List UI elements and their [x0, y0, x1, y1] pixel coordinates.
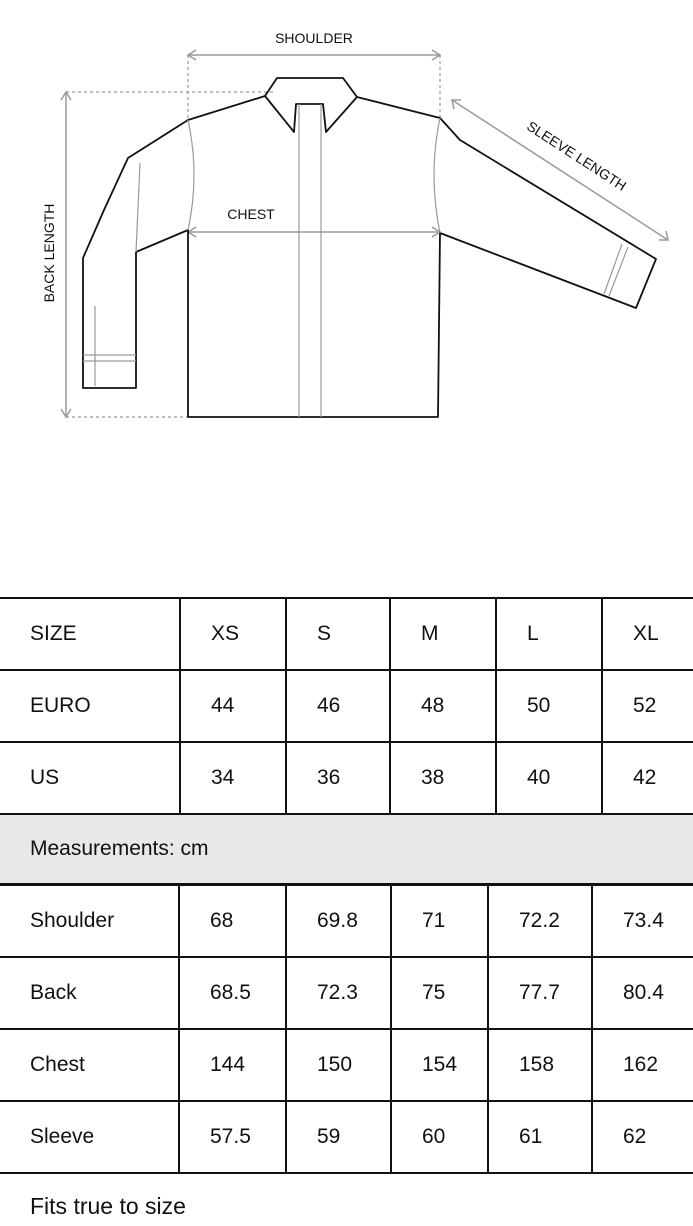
back-row	[0, 957, 693, 1029]
size-m-header: M	[390, 598, 496, 670]
chest-l: 158	[488, 1029, 592, 1101]
size-header-label: SIZE	[0, 598, 180, 670]
euro-m: 48	[390, 670, 496, 742]
us-s: 36	[286, 742, 390, 814]
shoulder-xs: 68	[179, 885, 286, 957]
us-size-row	[0, 742, 693, 814]
shoulder-xl: 73.4	[592, 885, 693, 957]
size-xl-header: XL	[602, 598, 693, 670]
shoulder-m: 71	[391, 885, 488, 957]
chest-row	[0, 1029, 693, 1101]
sleeve-s: 59	[286, 1101, 391, 1173]
chest-xs: 144	[179, 1029, 286, 1101]
back-xl: 80.4	[592, 957, 693, 1029]
size-l-header: L	[496, 598, 602, 670]
back-length-label: BACK LENGTH	[41, 203, 57, 303]
measurements-unit-banner	[0, 813, 693, 885]
euro-xl: 52	[602, 670, 693, 742]
measure-arrows	[61, 50, 668, 417]
back-m: 75	[391, 957, 488, 1029]
sleeve-length-label: SLEEVE LENGTH	[524, 117, 630, 194]
size-xs-header: XS	[180, 598, 286, 670]
euro-label: EURO	[0, 670, 180, 742]
dashed-guides	[66, 55, 440, 417]
back-s: 72.3	[286, 957, 391, 1029]
chest-s: 150	[286, 1029, 391, 1101]
fit-note: Fits true to size	[30, 1193, 186, 1219]
chest-label: CHEST	[227, 206, 275, 222]
sleeve-row	[0, 1101, 693, 1173]
sleeve-xl: 62	[592, 1101, 693, 1173]
shoulder-l: 72.2	[488, 885, 592, 957]
euro-xs: 44	[180, 670, 286, 742]
us-label: US	[0, 742, 180, 814]
shoulder-label-cell: Shoulder	[0, 885, 179, 957]
us-l: 40	[496, 742, 602, 814]
chest-xl: 162	[592, 1029, 693, 1101]
measurements-unit-label: Measurements: cm	[30, 837, 209, 860]
measurements-table	[0, 884, 693, 1174]
shoulder-s: 69.8	[286, 885, 391, 957]
us-xs: 34	[180, 742, 286, 814]
euro-size-row	[0, 670, 693, 742]
euro-l: 50	[496, 670, 602, 742]
euro-s: 46	[286, 670, 390, 742]
size-header-row	[0, 598, 693, 670]
size-s-header: S	[286, 598, 390, 670]
shirt-measurement-diagram	[0, 0, 693, 440]
shoulder-label: SHOULDER	[275, 30, 353, 46]
sleeve-xs: 57.5	[179, 1101, 286, 1173]
back-xs: 68.5	[179, 957, 286, 1029]
sleeve-l: 61	[488, 1101, 592, 1173]
shirt-details	[83, 104, 628, 417]
us-m: 38	[390, 742, 496, 814]
chest-m: 154	[391, 1029, 488, 1101]
shirt-outline	[83, 78, 656, 417]
chest-label-cell: Chest	[0, 1029, 179, 1101]
sleeve-label-cell: Sleeve	[0, 1101, 179, 1173]
us-xl: 42	[602, 742, 693, 814]
sleeve-m: 60	[391, 1101, 488, 1173]
size-conversion-table	[0, 597, 693, 815]
back-label-cell: Back	[0, 957, 179, 1029]
back-l: 77.7	[488, 957, 592, 1029]
shoulder-row	[0, 885, 693, 957]
